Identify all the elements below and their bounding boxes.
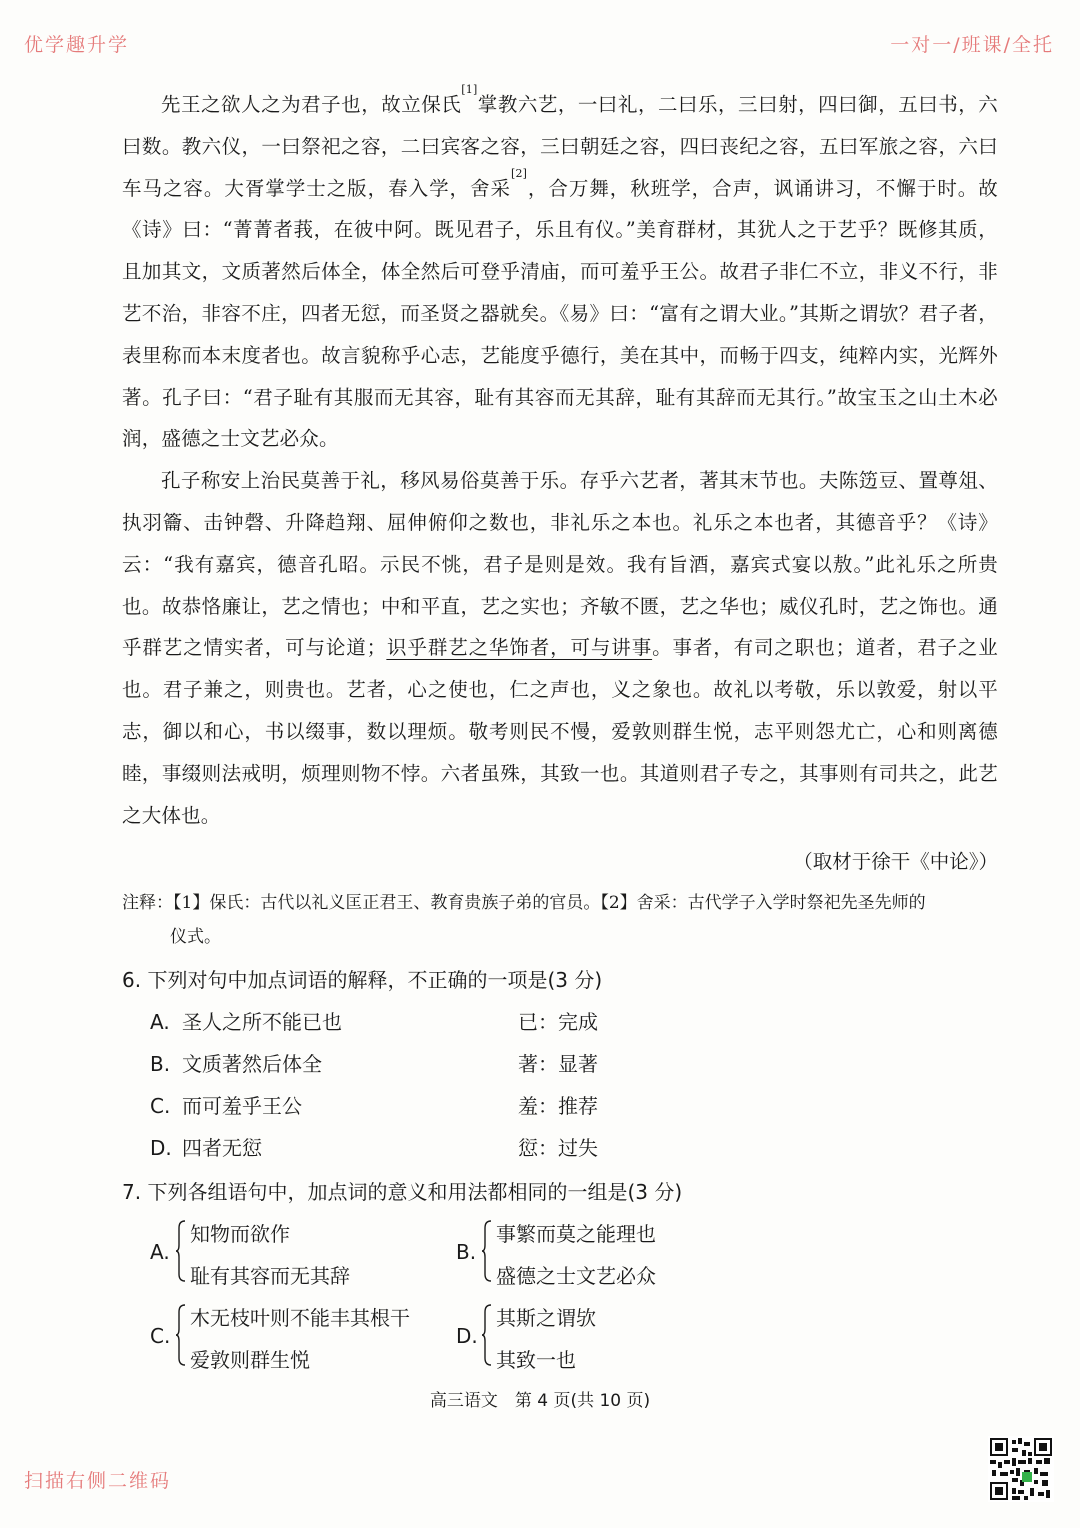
source-citation: （取材于徐干《中论》） xyxy=(793,850,998,873)
brace-icon xyxy=(482,1220,492,1282)
annotation xyxy=(122,886,998,954)
watermark-bottom-left: 扫描右侧二维码 xyxy=(24,1470,172,1492)
q6-option-d: D. 四者无愆 xyxy=(150,1136,262,1160)
underlined-sentence: 识乎群艺之华饰者，可与讲事 xyxy=(386,636,653,660)
qr-code-icon[interactable] xyxy=(988,1436,1054,1502)
brace-icon xyxy=(176,1220,186,1282)
footnote-ref-2: [2] xyxy=(510,166,528,180)
q6-answer-c: 羞：推荐 xyxy=(518,1094,598,1118)
q6-option-b: B. 文质著然后体全 xyxy=(150,1052,322,1076)
question-7-stem: 7. 下列各组语句中，加点词的意义和用法都相同的一组是(3 分) xyxy=(122,1180,683,1204)
brace-icon xyxy=(482,1304,492,1366)
annotation-line-1: 注释：【1】保氏：古代以礼义匡正君王、教育贵族子弟的官员。【2】舍采：古代学子入学时祭祀先圣先师的 xyxy=(122,893,926,913)
q6-answer-d: 愆：过失 xyxy=(518,1136,598,1160)
paragraph-2: 孔子称安上治民莫善于礼，移风易俗莫善于乐。存乎六艺者，著其末节也。夫陈笾豆、置尊俎、执羽籥、击钟磬、升降趋翔、屈伸俯仰之数也，非礼乐之本也。礼乐之本也者，其德音乎？《诗》云：“我有嘉宾，德音孔昭。示民不恌，君子是则是效。我有旨酒，嘉宾式宴以敖。”此礼乐之所贵也。故恭恪廉让，艺之情也；中和平直，艺之实也；齐敏不匮，艺之华也；威仪孔时，艺之饰也。通乎群艺之情实者，可与论道；识乎群艺之华饰者，可与讲事。事者，有司之职也；道者，君子之业也。君子兼之，则贵也。艺者，心之使也，仁之声也，义之象也。故礼以考敬，乐以敦爱，射以平志，御以和心，书以缀事，数以理烦。敬考则民不慢，爱敦则群生悦，志平则怨尤亡，心和则离德睦，事缀则法戒明，烦理则物不悖。六者虽殊，其致一也。其道则君子专之，其事则有司共之，此艺之大体也。 xyxy=(122,469,998,827)
passage xyxy=(122,84,998,836)
q6-answer-b: 著：显著 xyxy=(518,1052,598,1076)
brace-icon xyxy=(176,1304,186,1366)
annotation-line-2: 仪式。 xyxy=(170,927,221,947)
question-6-stem: 6. 下列对句中加点词语的解释，不正确的一项是(3 分) xyxy=(122,968,603,992)
q6-option-a: A. 圣人之所不能已也 xyxy=(150,1010,342,1034)
watermark-top-left: 优学趣升学 xyxy=(24,34,130,56)
q6-option-c: C. 而可羞乎王公 xyxy=(150,1094,302,1118)
paragraph-1: 先王之欲人之为君子也，故立保氏[1]掌教六艺，一曰礼，二曰乐，三曰射，四曰御，五曰书，六曰数。教六仪，一曰祭祀之容，二曰宾客之容，三曰朝廷之容，四曰丧纪之容，五曰军旅之容，六曰车马之容。大胥掌学士之版，春入学，舍采[2]，合万舞，秋班学，合声，讽诵讲习，不懈于时。故《诗》曰：“菁菁者莪，在彼中阿。既见君子，乐且有仪。”美育群材，其犹人之于艺乎？既修其质，且加其文，文质著然后体全，体全然后可登乎清庙，而可羞乎王公。故君子非仁不立，非义不行，非艺不治，非容不庄，四者无愆，而圣贤之器就矣。《易》曰：“富有之谓大业。”其斯之谓欤？君子者，表里称而本末度者也。故言貌称乎心志，艺能度乎德行，美在其中，而畅于四支，纯粹内实，光辉外著。孔子曰：“君子耻有其服而无其容，耻有其容而无其辞，耻有其辞而无其行。”故宝玉之山土木必润，盛德之士文艺必众。 xyxy=(122,83,998,451)
page-footer: 高三语文 第 4 页(共 10 页) xyxy=(429,1391,651,1411)
watermark-top-right: 一对一/班课/全托 xyxy=(890,34,1054,56)
q6-answer-a: 已：完成 xyxy=(518,1010,598,1034)
footnote-ref-1: [1] xyxy=(461,83,478,96)
